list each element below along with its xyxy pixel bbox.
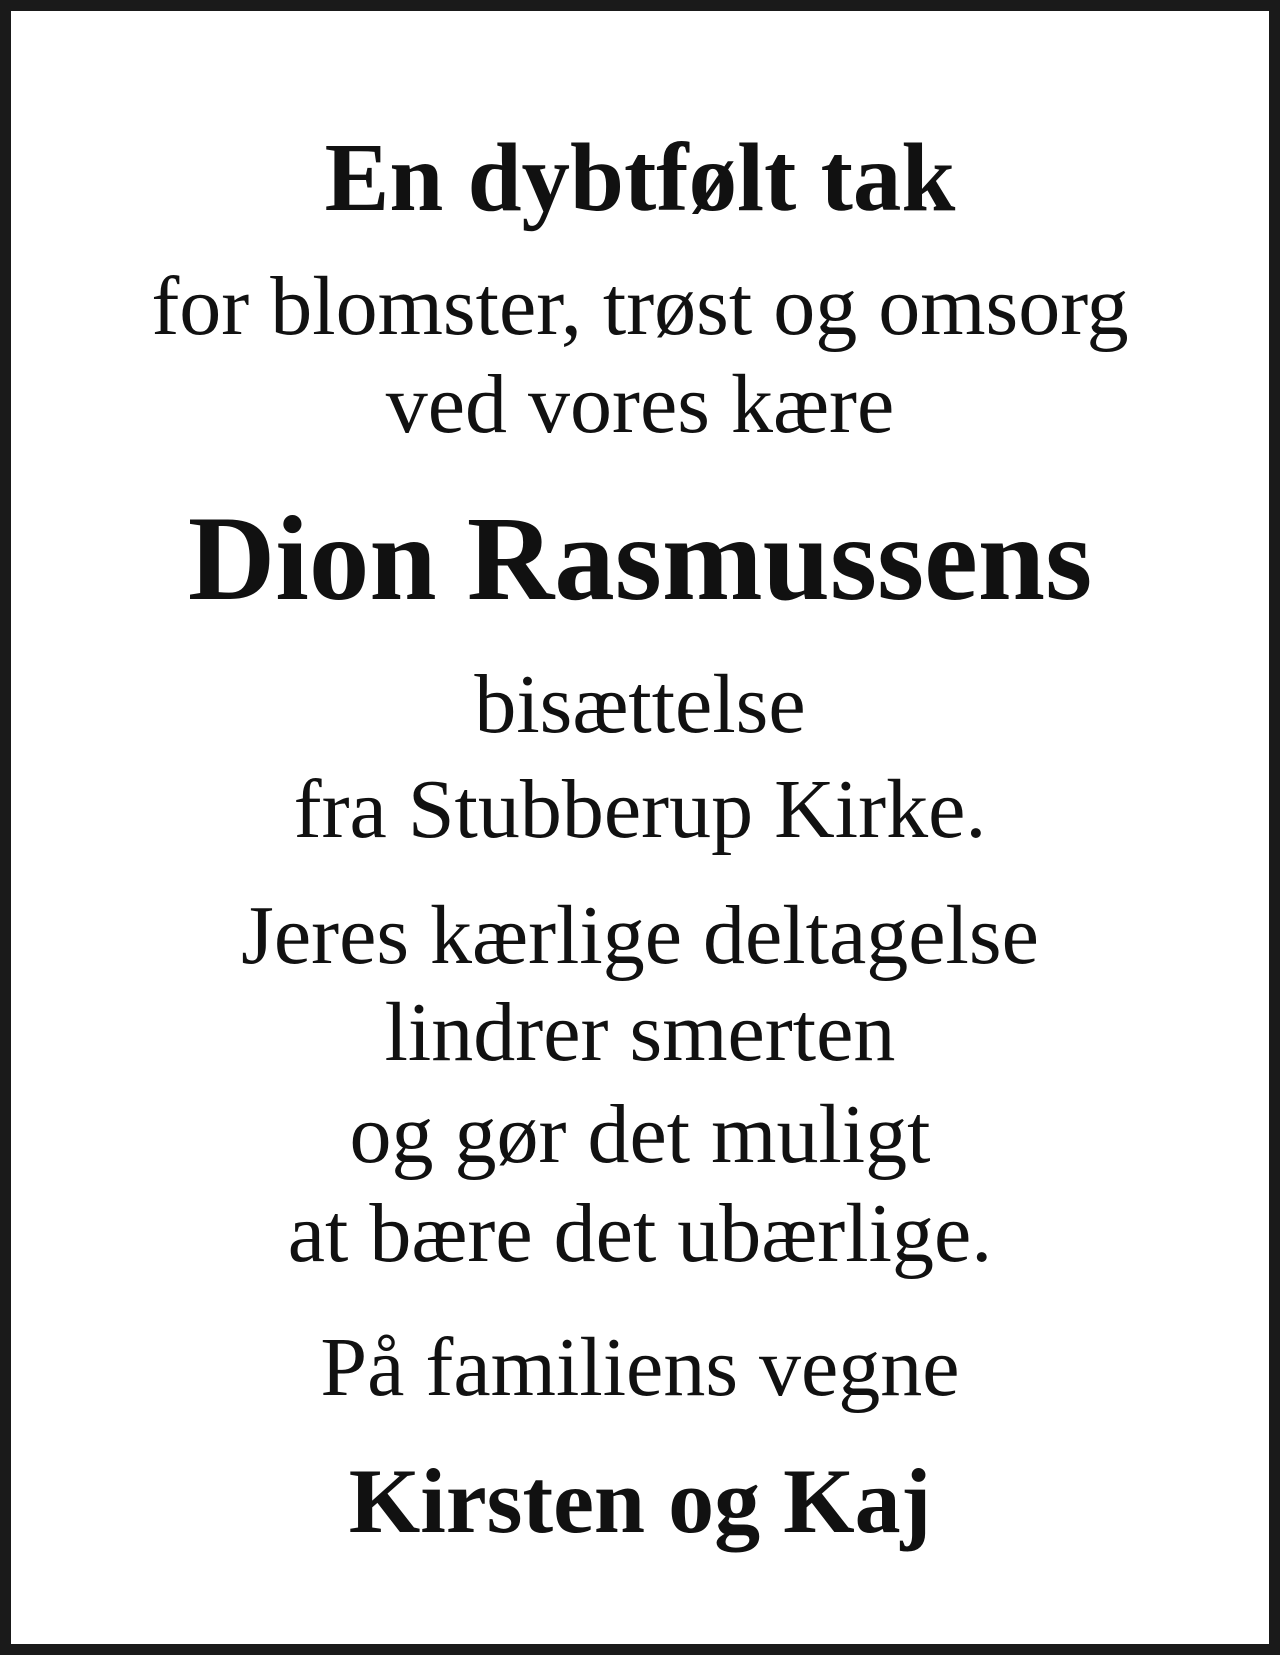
signers: Kirsten og Kaj <box>348 1450 932 1552</box>
intro-line: for blomster, trøst og omsorg <box>151 260 1129 353</box>
message-line: lindrer smerten <box>384 986 896 1079</box>
deceased-name: Dion Rasmussens <box>187 492 1093 626</box>
closing-text: På familiens vegne <box>320 1321 960 1414</box>
ceremony-line: fra Stubberup Kirke. <box>293 763 987 856</box>
message-line: og gør det muligt <box>349 1088 931 1181</box>
intro-line: ved vores kære <box>385 358 895 451</box>
message-line: Jeres kærlige deltagelse <box>241 889 1039 982</box>
message-line: at bære det ubærlige. <box>287 1187 993 1280</box>
notice-heading: En dybtfølt tak <box>324 124 956 231</box>
ceremony-line: bisættelse <box>474 658 806 751</box>
